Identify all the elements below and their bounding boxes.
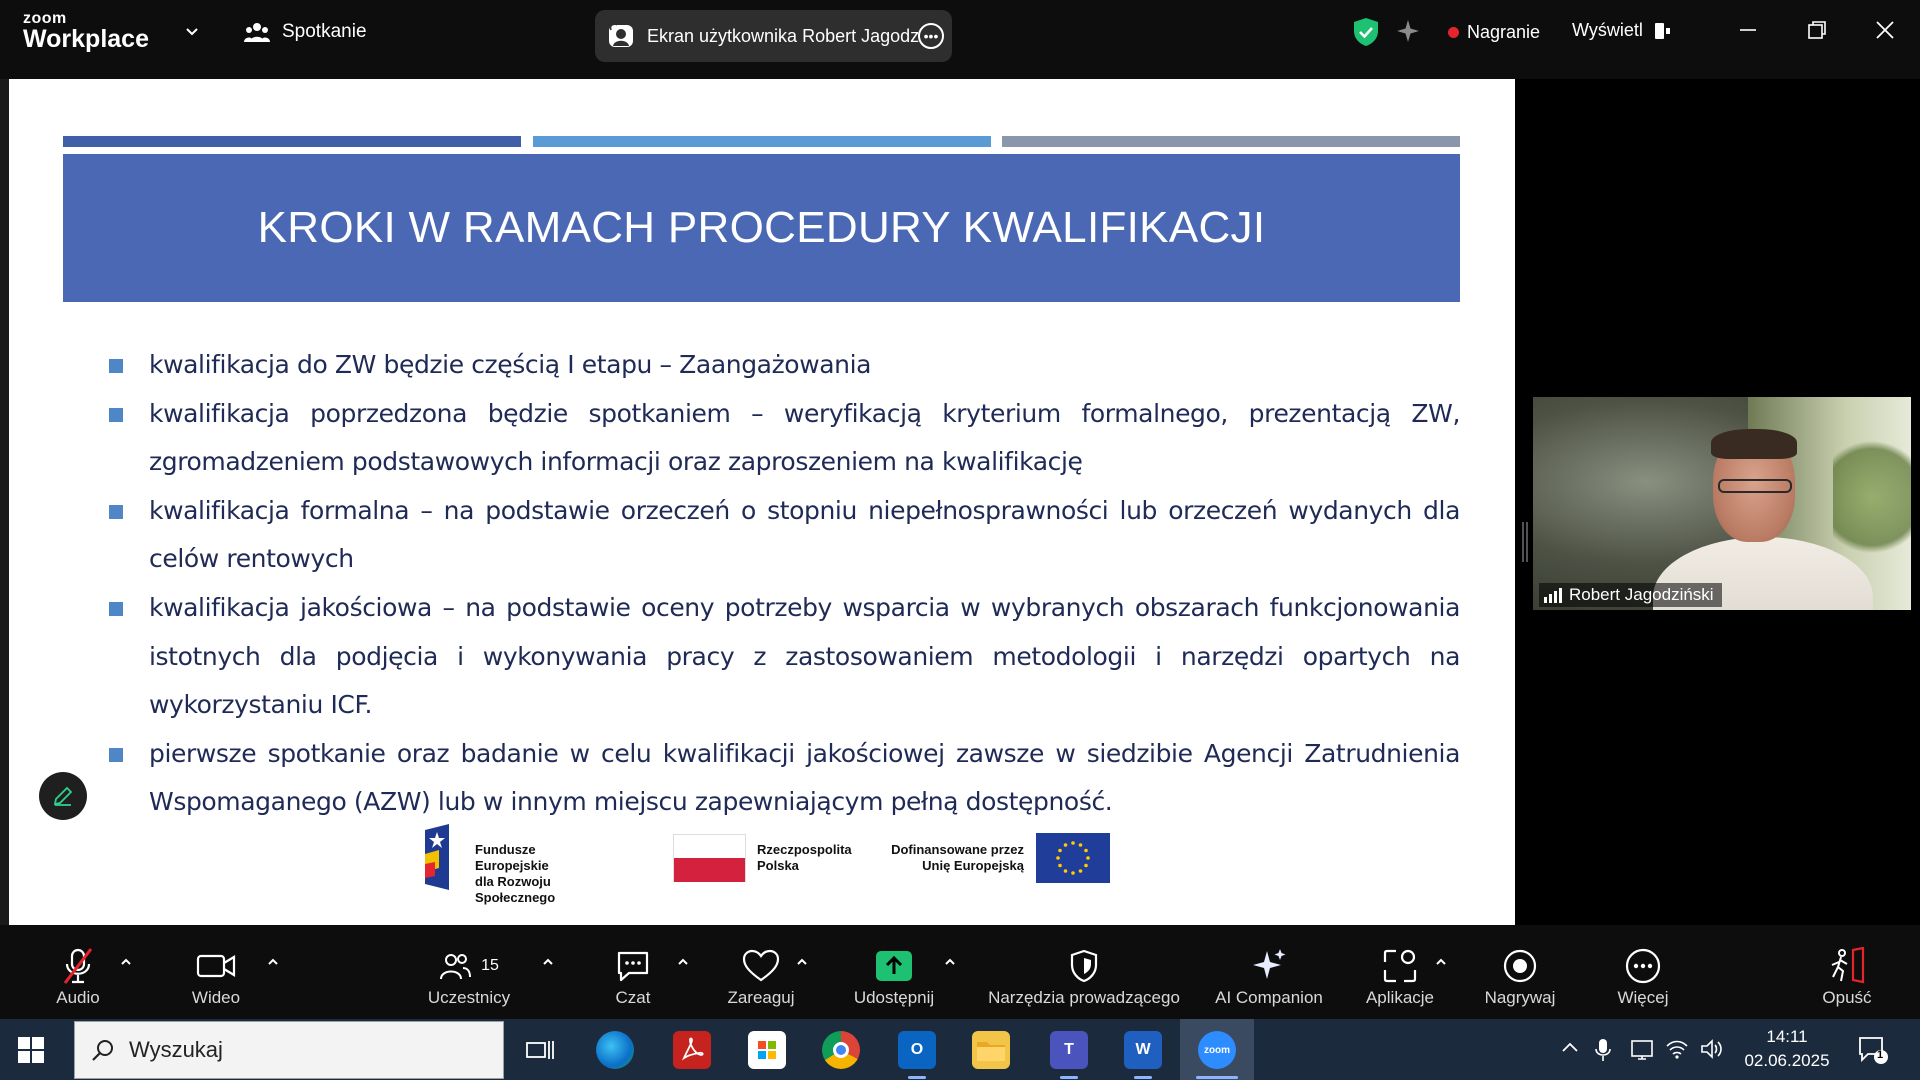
video-options-caret-icon[interactable] <box>266 955 280 969</box>
logo-rp-line2: Polska <box>757 858 799 873</box>
share-screen-user-icon <box>607 22 635 50</box>
video-camera-icon <box>196 952 236 980</box>
react-options-caret-icon[interactable] <box>795 955 809 969</box>
more-options-icon[interactable]: ••• <box>918 23 944 49</box>
meeting-label: Spotkanie <box>282 21 367 42</box>
video-person-glasses <box>1718 479 1792 493</box>
ai-companion-button[interactable] <box>1208 925 1330 1019</box>
participants-count: 15 <box>481 957 499 974</box>
audio-label: Audio <box>56 988 100 1007</box>
audio-options-caret-icon[interactable] <box>119 955 133 969</box>
view-button[interactable] <box>1572 20 1673 41</box>
heart-icon <box>742 949 780 983</box>
bullet-item: kwalifikacja formalna – na podstawie orzeczeń o stopniu niepełnosprawności lub orzeczeń wydanych dla celów rentowych <box>109 487 1460 584</box>
windows-taskbar <box>0 1019 1920 1080</box>
zoom-taskbar-label: zoom <box>1203 1044 1231 1056</box>
signal-strength-icon <box>1543 587 1563 603</box>
panel-resize-handle-icon[interactable] <box>1522 522 1528 562</box>
logo-workplace-text: Workplace <box>23 25 149 53</box>
video-label: Wideo <box>191 988 241 1007</box>
logo-fe-line2: dla Rozwoju Społecznego <box>475 874 556 905</box>
security-shield-icon[interactable] <box>1352 17 1380 47</box>
display-tray-icon[interactable] <box>1630 1038 1654 1062</box>
apps-options-caret-icon[interactable] <box>1434 955 1448 969</box>
bullet-item: kwalifikacja do ZW będzie częścią I etapu – Zaangażowania <box>109 341 1460 390</box>
leave-door-icon <box>1827 947 1867 985</box>
slide-bullet-list <box>109 341 1460 827</box>
microphone-muted-icon <box>61 947 95 985</box>
meeting-info-button[interactable] <box>244 20 367 44</box>
video-person-hair <box>1711 429 1797 459</box>
record-label: Nagrywaj <box>1484 988 1556 1007</box>
clock-date: 02.06.2025 <box>1744 1051 1830 1070</box>
ai-sparkle-icon[interactable] <box>1395 18 1421 44</box>
apps-icon <box>1382 948 1418 984</box>
participants-options-caret-icon[interactable] <box>541 955 555 969</box>
meeting-toolbar <box>0 925 1920 1019</box>
slide-top-bar-2 <box>533 136 991 147</box>
task-view-icon[interactable] <box>525 1037 555 1063</box>
logo-rp-text <box>757 842 852 874</box>
chat-options-caret-icon[interactable] <box>676 955 690 969</box>
ai-companion-sparkle-icon <box>1250 947 1288 985</box>
speaker-icon[interactable] <box>1700 1038 1724 1060</box>
store-grid-icon <box>754 1037 780 1063</box>
react-label: Zareaguj <box>727 988 795 1007</box>
react-button[interactable] <box>720 925 802 1019</box>
recording-label: Nagranie <box>1467 22 1541 42</box>
logo-fe-line1: Fundusze Europejskie <box>475 842 549 873</box>
title-bar <box>0 0 1920 79</box>
share-screen-button[interactable] <box>846 925 942 1019</box>
microsoft-store-icon[interactable] <box>748 1031 786 1069</box>
logo-zoom-text: zoom <box>23 10 67 27</box>
chrome-browser-icon[interactable] <box>822 1031 860 1069</box>
logo-eu-line1: Dofinansowane przez <box>891 842 1024 857</box>
bullet-item: kwalifikacja jakościowa – na podstawie oceny potrzeby wsparcia w wybranych obszarach funkcjonowania istotnych dla podjęcia i wykonywania pracy z zastosowaniem metodologii i narzędzi opartych na wykorzystaniu ICF. <box>109 584 1460 730</box>
video-button[interactable] <box>186 925 246 1019</box>
outlook-icon[interactable]: O <box>898 1031 936 1069</box>
slide-title-box <box>63 154 1460 302</box>
word-running-indicator <box>1134 1076 1152 1079</box>
leave-label: Opuść <box>1822 988 1872 1007</box>
outlook-running-indicator <box>908 1076 926 1079</box>
chat-label: Czat <box>615 988 651 1007</box>
logo-fe-text <box>475 842 555 906</box>
logo-rp-line1: Rzeczpospolita <box>757 842 852 857</box>
file-explorer-icon[interactable] <box>972 1031 1010 1069</box>
logo-eu-line2: Unię Europejską <box>922 858 1024 873</box>
zoom-workplace-logo[interactable] <box>23 11 149 52</box>
taskbar-search-input[interactable] <box>74 1021 504 1079</box>
pencil-icon <box>51 784 75 808</box>
participant-name-tag <box>1539 583 1722 607</box>
recording-indicator[interactable] <box>1448 22 1540 43</box>
host-tools-label: Narzędzia prowadzącego <box>988 988 1180 1007</box>
teams-running-indicator <box>1060 1076 1078 1079</box>
screen-share-indicator[interactable] <box>595 10 952 62</box>
windows-start-icon[interactable] <box>18 1037 44 1063</box>
word-icon[interactable]: W <box>1124 1031 1162 1069</box>
host-shield-icon <box>1069 949 1099 983</box>
view-label: Wyświetl <box>1572 20 1643 40</box>
participant-name: Robert Jagodziński <box>1569 585 1714 604</box>
share-label: Ekran użytkownika Robert Jagodz <box>647 25 920 46</box>
close-icon[interactable] <box>1873 18 1897 42</box>
fundusze-europejskie-logo-icon <box>421 824 453 890</box>
apps-label: Aplikacje <box>1365 988 1435 1007</box>
logo-eu-text <box>884 842 1024 874</box>
participants-icon <box>439 951 471 981</box>
notification-bubble-icon <box>1858 1035 1888 1065</box>
microphone-tray-icon[interactable] <box>1595 1038 1611 1062</box>
record-button[interactable] <box>1477 925 1563 1019</box>
shared-slide <box>9 79 1515 925</box>
restore-icon[interactable] <box>1805 18 1829 42</box>
more-button[interactable] <box>1612 925 1674 1019</box>
bullet-item: pierwsze spotkanie oraz badanie w celu kwalifikacji jakościowej zawsze w siedzibie Agencji Zatrudnienia Wspomaganego (AZW) lub w innym miejscu zapewniającym pełną dostępność. <box>109 730 1460 827</box>
host-tools-button[interactable] <box>980 925 1188 1019</box>
folder-icon <box>976 1038 1006 1062</box>
layout-view-icon <box>1653 21 1673 41</box>
zoom-running-indicator <box>1196 1076 1238 1079</box>
acrobat-glyph-icon <box>679 1037 705 1063</box>
notification-count: 1 <box>1877 1049 1884 1061</box>
system-clock[interactable] <box>1737 1025 1837 1073</box>
annotate-pencil-button[interactable] <box>39 772 87 820</box>
edge-browser-icon[interactable] <box>596 1031 634 1069</box>
audio-button[interactable] <box>50 925 106 1019</box>
search-icon <box>91 1038 115 1062</box>
notification-center-button[interactable] <box>1858 1035 1888 1070</box>
share-options-caret-icon[interactable] <box>943 955 957 969</box>
more-label: Więcej <box>1617 988 1669 1007</box>
zoom-taskbar-icon[interactable] <box>1198 1031 1236 1069</box>
video-plant <box>1833 427 1911 567</box>
participant-video-tile[interactable] <box>1533 397 1911 610</box>
teams-icon[interactable]: T <box>1050 1031 1088 1069</box>
participants-group-icon <box>244 20 270 44</box>
share-arrow-icon <box>875 950 913 982</box>
chevron-down-icon[interactable] <box>184 24 200 40</box>
more-dots-icon <box>1624 947 1662 985</box>
apps-button[interactable] <box>1360 925 1440 1019</box>
share-screen-label: Udostępnij <box>853 988 935 1007</box>
recording-dot-icon <box>1448 27 1459 38</box>
show-hidden-icons-chevron-icon[interactable] <box>1560 1038 1580 1058</box>
slide-top-bar-1 <box>63 136 521 147</box>
leave-button[interactable] <box>1815 925 1879 1019</box>
wifi-icon[interactable] <box>1665 1038 1689 1060</box>
clock-time: 14:11 <box>1766 1027 1808 1046</box>
minimize-icon[interactable] <box>1736 18 1760 42</box>
ai-companion-label: AI Companion <box>1215 988 1323 1007</box>
slide-title: KROKI W RAMACH PROCEDURY KWALIFIKACJI <box>257 203 1266 252</box>
bullet-item: kwalifikacja poprzedzona będzie spotkaniem – weryfikacją kryterium formalnego, prezentacją ZW, zgromadzeniem podstawowych informacji oraz zaproszeniem na kwalifikację <box>109 390 1460 487</box>
participants-button[interactable] <box>421 925 517 1019</box>
polish-flag-icon <box>673 834 746 882</box>
acrobat-reader-icon[interactable] <box>673 1031 711 1069</box>
slide-top-bar-3 <box>1002 136 1460 147</box>
record-icon <box>1502 948 1538 984</box>
chat-button[interactable] <box>610 925 656 1019</box>
search-placeholder: Wyszukaj <box>129 1037 223 1062</box>
eu-flag-icon <box>1036 833 1110 883</box>
chat-bubble-icon <box>615 949 651 983</box>
participants-label: Uczestnicy <box>427 988 511 1007</box>
